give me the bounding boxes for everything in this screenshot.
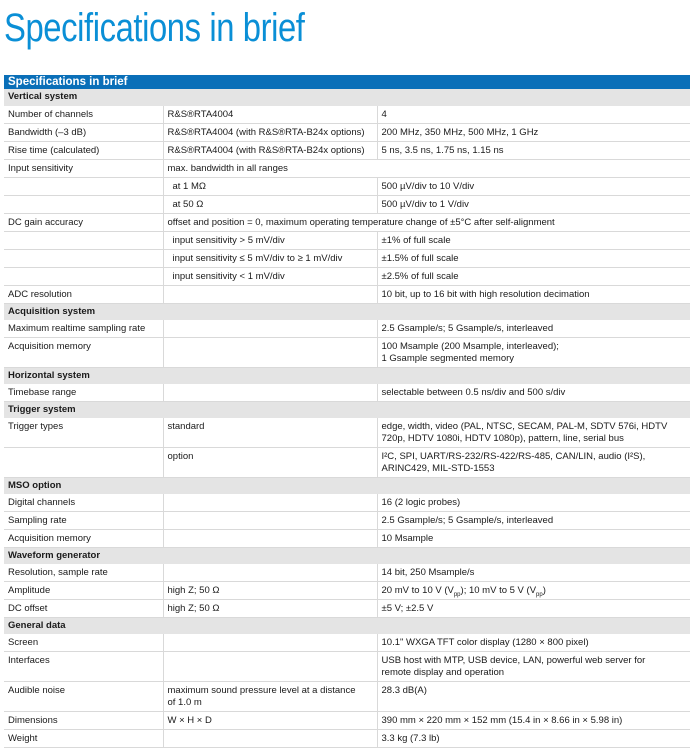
row-label bbox=[4, 249, 163, 267]
table-row bbox=[4, 285, 690, 303]
row-value: 500 µV/div to 1 V/div bbox=[377, 195, 690, 213]
section-acquisition: Acquisition system bbox=[4, 303, 690, 319]
row-condition: option bbox=[163, 447, 377, 477]
table-row bbox=[4, 159, 690, 177]
row-label bbox=[4, 267, 163, 285]
row-value: 200 MHz, 350 MHz, 500 MHz, 1 GHz bbox=[377, 123, 690, 141]
row-label: Acquisition memory bbox=[4, 337, 163, 367]
row-value: 2.5 Gsample/s; 5 Gsample/s, interleaved bbox=[377, 511, 690, 529]
row-condition bbox=[163, 493, 377, 511]
value-line: edge, width, video (PAL, NTSC, SECAM, PAL-M, SDTV 576i, HDTV bbox=[381, 420, 668, 432]
table-row bbox=[4, 681, 690, 711]
row-value: ±1.5% of full scale bbox=[377, 249, 690, 267]
value-line: remote display and operation bbox=[381, 666, 505, 678]
section-vertical: Vertical system bbox=[4, 89, 690, 105]
row-label: Dimensions bbox=[4, 711, 163, 729]
row-label: Bandwidth (–3 dB) bbox=[4, 123, 163, 141]
row-value: 2.5 Gsample/s; 5 Gsample/s, interleaved bbox=[377, 319, 690, 337]
row-value: ±5 V; ±2.5 V bbox=[377, 599, 690, 617]
section-waveform: Waveform generator bbox=[4, 547, 690, 563]
table-row bbox=[4, 141, 690, 159]
condition-line: of 1.0 m bbox=[167, 696, 202, 708]
row-condition: W × H × D bbox=[163, 711, 377, 729]
row-label: Weight bbox=[4, 729, 163, 747]
row-label: Trigger types bbox=[4, 417, 163, 447]
value-line: USB host with MTP, USB device, LAN, powerful web server for bbox=[381, 654, 646, 666]
section-row bbox=[4, 617, 690, 633]
row-label: DC gain accuracy bbox=[4, 213, 163, 231]
row-value bbox=[377, 447, 690, 477]
row-condition: R&S®RTA4004 (with R&S®RTA-B24x options) bbox=[163, 123, 377, 141]
row-condition bbox=[163, 563, 377, 581]
table-row bbox=[4, 319, 690, 337]
row-condition bbox=[163, 529, 377, 547]
row-label: Maximum realtime sampling rate bbox=[4, 319, 163, 337]
row-condition: at 50 Ω bbox=[163, 195, 377, 213]
table-row bbox=[4, 511, 690, 529]
row-value: 10 Msample bbox=[377, 529, 690, 547]
row-value: 5 ns, 3.5 ns, 1.75 ns, 1.15 ns bbox=[377, 141, 690, 159]
row-condition: high Z; 50 Ω bbox=[163, 581, 377, 599]
table-row bbox=[4, 729, 690, 747]
value-subscript: pp bbox=[536, 591, 543, 598]
table-row bbox=[4, 447, 690, 477]
row-value: 4 bbox=[377, 105, 690, 123]
table-row bbox=[4, 563, 690, 581]
section-general: General data bbox=[4, 617, 690, 633]
row-condition: max. bandwidth in all ranges bbox=[163, 159, 690, 177]
row-label: Timebase range bbox=[4, 383, 163, 401]
row-value: 16 (2 logic probes) bbox=[377, 493, 690, 511]
value-line: I²C, SPI, UART/RS-232/RS-422/RS-485, CAN/LIN, audio (I²S), bbox=[381, 450, 646, 462]
table-row bbox=[4, 267, 690, 285]
row-condition bbox=[163, 651, 377, 681]
table-row bbox=[4, 249, 690, 267]
table-row bbox=[4, 123, 690, 141]
row-label: Sampling rate bbox=[4, 511, 163, 529]
row-value: 28.3 dB(A) bbox=[377, 681, 690, 711]
table-row bbox=[4, 417, 690, 447]
value-subscript: pp bbox=[453, 591, 461, 598]
table-row bbox=[4, 651, 690, 681]
row-value bbox=[377, 651, 690, 681]
value-part: ); 10 mV to 5 V (V bbox=[460, 584, 537, 596]
row-condition bbox=[163, 633, 377, 651]
row-label: Amplitude bbox=[4, 581, 163, 599]
row-label: Input sensitivity bbox=[4, 159, 163, 177]
row-label bbox=[4, 447, 163, 477]
row-value bbox=[377, 581, 690, 599]
row-value bbox=[377, 337, 690, 367]
table-row bbox=[4, 599, 690, 617]
row-label: Acquisition memory bbox=[4, 529, 163, 547]
table-row bbox=[4, 231, 690, 249]
section-horizontal: Horizontal system bbox=[4, 367, 690, 383]
table-row bbox=[4, 493, 690, 511]
value-line: 720p, HDTV 1080i, HDTV 1080p), pattern, line, serial bus bbox=[381, 432, 624, 444]
row-condition: offset and position = 0, maximum operating temperature change of ±5°C after self-alignment bbox=[163, 213, 690, 231]
row-condition: input sensitivity ≤ 5 mV/div to ≥ 1 mV/div bbox=[163, 249, 377, 267]
table-row bbox=[4, 581, 690, 599]
value-part: ) bbox=[542, 584, 546, 596]
row-condition: R&S®RTA4004 (with R&S®RTA-B24x options) bbox=[163, 141, 377, 159]
row-value: selectable between 0.5 ns/div and 500 s/div bbox=[377, 383, 690, 401]
table-row bbox=[4, 177, 690, 195]
row-condition: input sensitivity > 5 mV/div bbox=[163, 231, 377, 249]
section-trigger: Trigger system bbox=[4, 401, 690, 417]
table-row bbox=[4, 529, 690, 547]
row-label bbox=[4, 195, 163, 213]
row-value: ±2.5% of full scale bbox=[377, 267, 690, 285]
row-value: 14 bit, 250 Msample/s bbox=[377, 563, 690, 581]
table-header-row bbox=[4, 75, 690, 89]
value-line: 100 Msample (200 Msample, interleaved); bbox=[381, 340, 559, 352]
row-value: ±1% of full scale bbox=[377, 231, 690, 249]
row-value bbox=[377, 417, 690, 447]
spec-table bbox=[4, 75, 690, 748]
section-row bbox=[4, 89, 690, 105]
table-header: Specifications in brief bbox=[4, 75, 690, 89]
value-part: 20 mV to 10 V (V bbox=[381, 584, 454, 596]
table-row bbox=[4, 383, 690, 401]
row-value: 390 mm × 220 mm × 152 mm (15.4 in × 8.66 in × 5.98 in) bbox=[377, 711, 690, 729]
row-condition bbox=[163, 383, 377, 401]
row-label: Interfaces bbox=[4, 651, 163, 681]
section-row bbox=[4, 547, 690, 563]
section-row bbox=[4, 401, 690, 417]
row-value: 10 bit, up to 16 bit with high resolution decimation bbox=[377, 285, 690, 303]
row-label: Number of channels bbox=[4, 105, 163, 123]
row-value: 3.3 kg (7.3 lb) bbox=[377, 729, 690, 747]
row-label: DC offset bbox=[4, 599, 163, 617]
value-line: 1 Gsample segmented memory bbox=[381, 352, 515, 364]
table-row bbox=[4, 213, 690, 231]
row-condition: at 1 MΩ bbox=[163, 177, 377, 195]
row-condition bbox=[163, 337, 377, 367]
row-condition bbox=[163, 511, 377, 529]
row-condition bbox=[163, 681, 377, 711]
row-condition: R&S®RTA4004 bbox=[163, 105, 377, 123]
row-label: Audible noise bbox=[4, 681, 163, 711]
row-value: 500 µV/div to 10 V/div bbox=[377, 177, 690, 195]
section-row bbox=[4, 477, 690, 493]
row-label bbox=[4, 177, 163, 195]
section-row bbox=[4, 367, 690, 383]
table-row bbox=[4, 105, 690, 123]
row-condition bbox=[163, 729, 377, 747]
row-label: Rise time (calculated) bbox=[4, 141, 163, 159]
row-condition: standard bbox=[163, 417, 377, 447]
section-row bbox=[4, 303, 690, 319]
row-label: ADC resolution bbox=[4, 285, 163, 303]
value-line: ARINC429, MIL-STD-1553 bbox=[381, 462, 495, 474]
row-label bbox=[4, 231, 163, 249]
table-row bbox=[4, 633, 690, 651]
row-condition bbox=[163, 319, 377, 337]
row-condition: high Z; 50 Ω bbox=[163, 599, 377, 617]
condition-line: maximum sound pressure level at a distance bbox=[167, 684, 356, 696]
row-condition: input sensitivity < 1 mV/div bbox=[163, 267, 377, 285]
section-mso: MSO option bbox=[4, 477, 690, 493]
table-row bbox=[4, 195, 690, 213]
table-row bbox=[4, 711, 690, 729]
row-value: 10.1" WXGA TFT color display (1280 × 800 pixel) bbox=[377, 633, 690, 651]
row-label: Digital channels bbox=[4, 493, 163, 511]
row-label: Screen bbox=[4, 633, 163, 651]
page-title: Specifications in brief bbox=[4, 6, 305, 50]
table-row bbox=[4, 337, 690, 367]
row-label: Resolution, sample rate bbox=[4, 563, 163, 581]
row-condition bbox=[163, 285, 377, 303]
